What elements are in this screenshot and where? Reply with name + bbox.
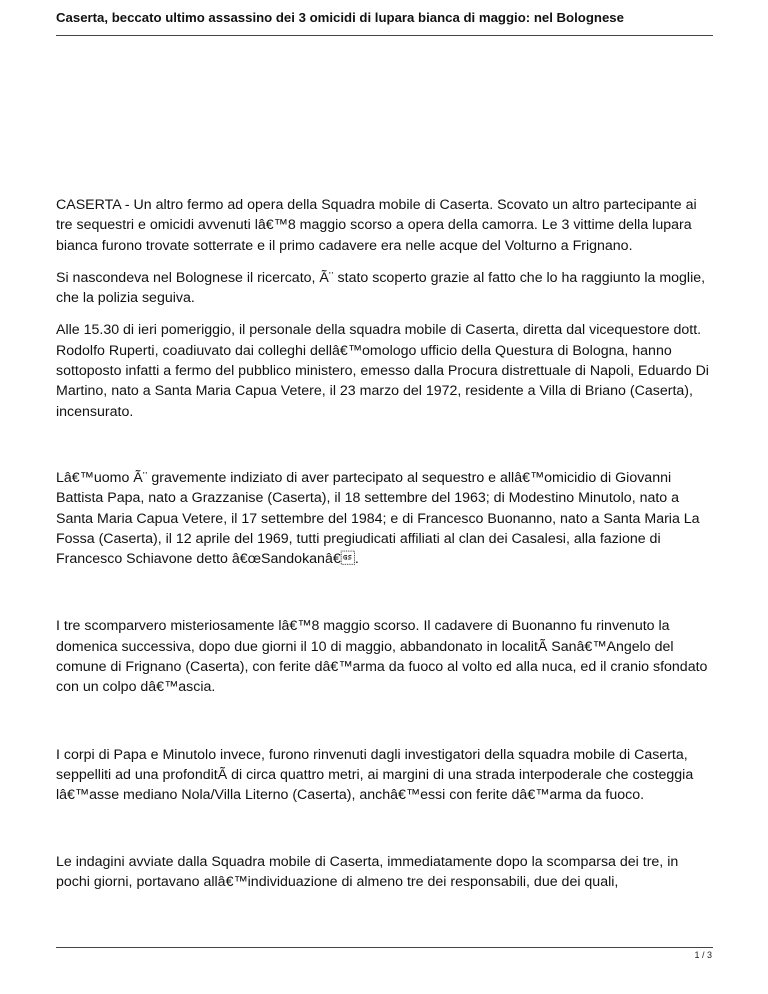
article-paragraph: Lâ€™uomo Ã¨ gravemente indiziato di aver partecipato al sequestro e allâ€™omicidio di Giovanni Battista Papa, nato a Grazzanise (Caserta), il 18 settembre del 1963; di Modestino Minutolo, nato a Santa Maria Capua Vetere, il 17 settembre del 1984; e di Francesco Buonanno, nato a Santa Maria La Fossa (Caserta), il 12 aprile del 1969, tutti pregiudicati affiliati al clan dei Casalesi, alla fazione di Francesco Schiavone detto â€œSandokanâ€ . [56,469,700,568]
article-paragraph: I tre scomparvero misteriosamente lâ€™8 maggio scorso. Il cadavere di Buonanno fu rinvenuto la domenica successiva, dopo due giorni il 10 di maggio, abbandonato in localitÃ Sanâ€™Angelo del comune di Frignano (Caserta), con ferite dâ€™arma da fuoco al volto ed alla nuca, ed il cranio sfondato con un colpo dâ€™ascia. [56,618,708,696]
header-divider [56,35,713,36]
article-paragraph: Alle 15.30 di ieri pomeriggio, il personale della squadra mobile di Caserta, diretta dal vicequestore dott. Rodolfo Ruperti, coadiuvato dai colleghi dellâ€™omologo ufficio della Questura di Bologna, hanno sottoposto infatti a fermo del pubblico ministero, emesso dalla Procura distrettuale di Napoli, Eduardo Di Martino, nato a Santa Maria Capua Vetere, il 23 marzo del 1972, residente a Villa di Briano (Caserta), incensurato. [56,322,709,420]
page-number: 1 / 3 [694,950,712,960]
article-paragraph: I corpi di Papa e Minutolo invece, furono rinvenuti dagli investigatori della squadra mobile di Caserta, seppelliti ad una profonditÃ di circa quattro metri, ai margini di una strada interpoderale che costeggia lâ€™asse mediano Nola/Villa Literno (Caserta), anchâ€™essi con ferite dâ€™arma da fuoco. [56,746,694,804]
article-paragraph: Si nascondeva nel Bolognese il ricercato, Ã¨ stato scoperto grazie al fatto che lo ha raggiunto la moglie, che la polizia seguiva. [56,269,706,307]
article-body [56,195,714,892]
page-header-title: Caserta, beccato ultimo assassino dei 3 omicidi di lupara bianca di maggio: nel Bolognese [56,10,624,25]
article-paragraph: Le indagini avviate dalla Squadra mobile di Caserta, immediatamente dopo la scomparsa dei tre, in pochi giorni, portavano allâ€™individuazione di almeno tre dei responsabili, due dei quali, [56,853,679,890]
article-paragraph: CASERTA - Un altro fermo ad opera della Squadra mobile di Caserta. Scovato un altro partecipante ai tre sequestri e omicidi avvenuti lâ€™8 maggio scorso a opera della camorra. Le 3 vittime della lupara bianca furono trovate sotterrate e il primo cadavere era nelle acque del Volturno a Frignano. [56,197,697,254]
footer-divider [56,947,713,948]
